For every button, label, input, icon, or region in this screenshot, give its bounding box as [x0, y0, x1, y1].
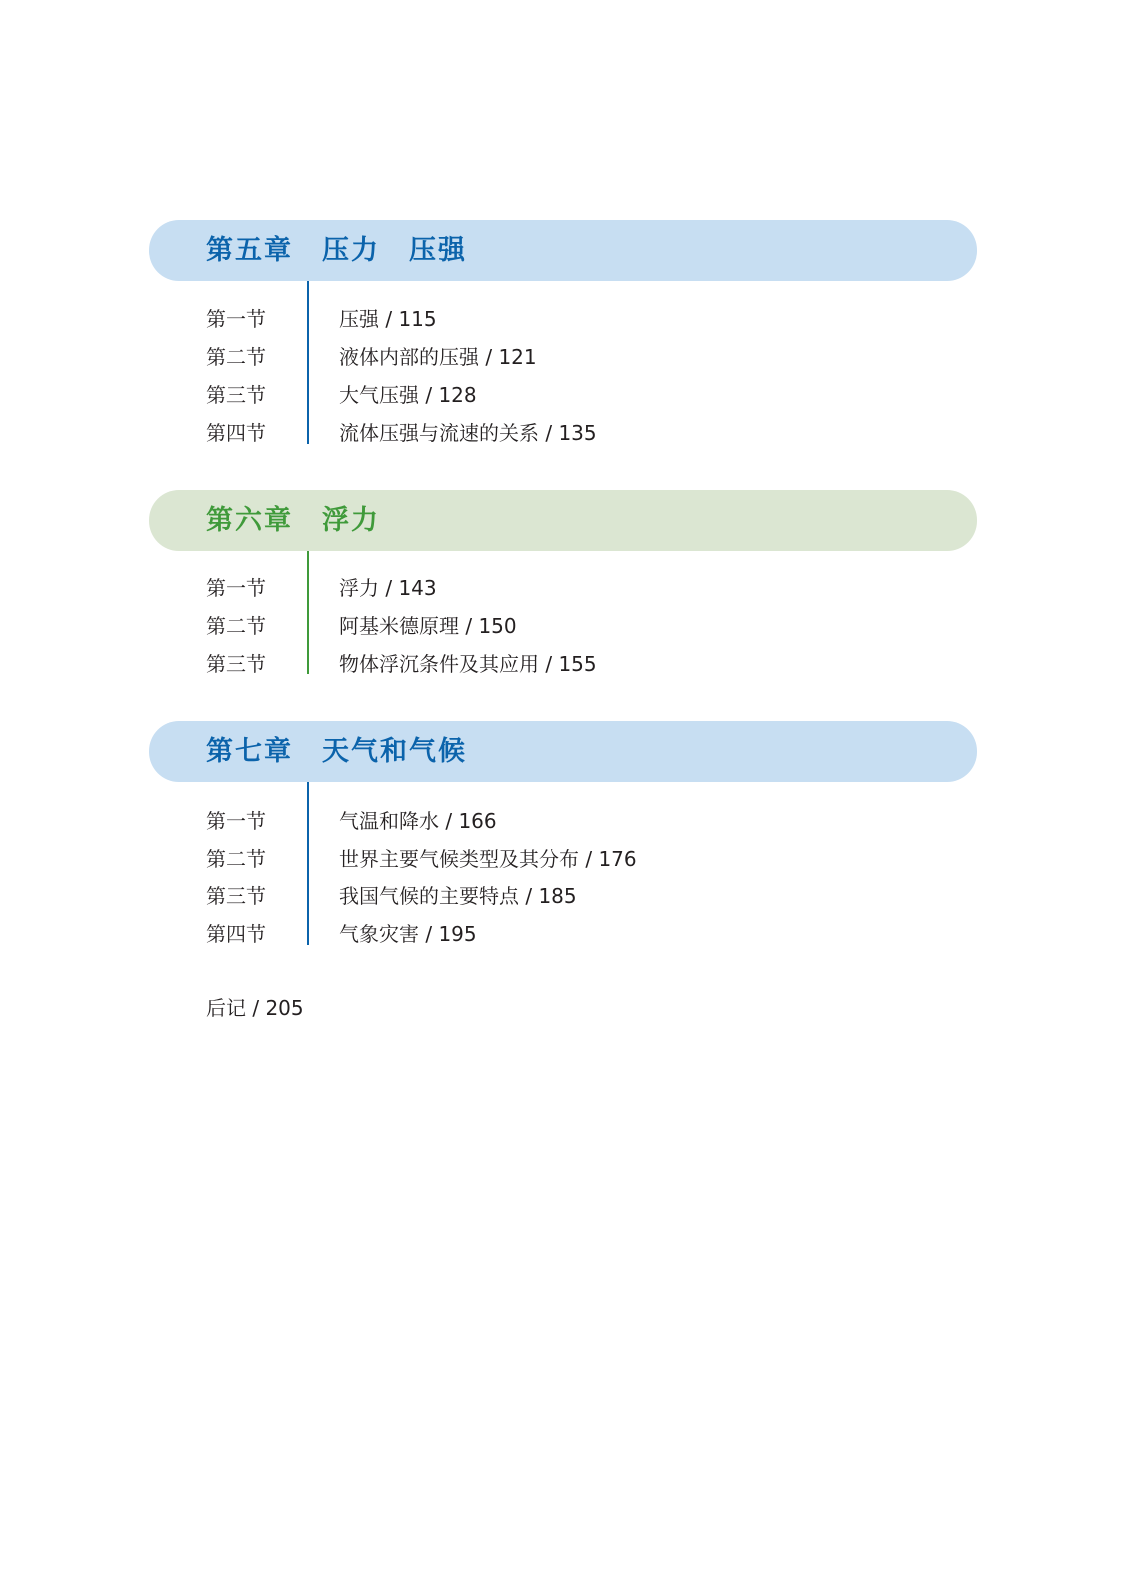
section-title: 浮力 / 143	[339, 576, 437, 600]
section-title: 世界主要气候类型及其分布 / 176	[339, 847, 637, 871]
section-entry[interactable]	[149, 384, 977, 422]
section-title: 气象灾害 / 195	[339, 922, 477, 946]
section-title: 气温和降水 / 166	[339, 809, 497, 833]
section-number: 第四节	[206, 421, 266, 445]
section-number: 第一节	[206, 576, 266, 600]
section-list	[149, 281, 977, 444]
section-entry[interactable]	[149, 308, 977, 346]
section-entry[interactable]	[149, 615, 977, 653]
section-title: 阿基米德原理 / 150	[339, 614, 517, 638]
chapter-banner	[149, 721, 977, 782]
section-entry[interactable]	[149, 885, 977, 923]
section-number: 第四节	[206, 922, 266, 946]
chapter-title: 第七章 天气和气候	[206, 736, 467, 767]
section-list	[149, 551, 977, 674]
section-number: 第二节	[206, 345, 266, 369]
section-number: 第一节	[206, 809, 266, 833]
chapter-5	[149, 220, 977, 444]
section-title: 压强 / 115	[339, 307, 437, 331]
section-entry[interactable]	[149, 577, 977, 615]
section-number: 第三节	[206, 383, 266, 407]
section-entry[interactable]	[149, 653, 977, 691]
section-number: 第三节	[206, 884, 266, 908]
section-list	[149, 782, 977, 945]
section-entry[interactable]	[149, 422, 977, 460]
section-number: 第一节	[206, 307, 266, 331]
chapter-banner	[149, 220, 977, 281]
chapter-title: 第五章 压力 压强	[206, 235, 467, 266]
afterword-entry[interactable]: 后记 / 205	[206, 996, 304, 1020]
section-entry[interactable]	[149, 810, 977, 848]
section-number: 第二节	[206, 847, 266, 871]
chapter-title: 第六章 浮力	[206, 505, 380, 536]
section-title: 液体内部的压强 / 121	[339, 345, 537, 369]
section-number: 第二节	[206, 614, 266, 638]
section-title: 大气压强 / 128	[339, 383, 477, 407]
section-title: 流体压强与流速的关系 / 135	[339, 421, 597, 445]
chapter-banner	[149, 490, 977, 551]
section-title: 物体浮沉条件及其应用 / 155	[339, 652, 597, 676]
chapter-7	[149, 721, 977, 945]
section-entry[interactable]	[149, 923, 977, 961]
section-number: 第三节	[206, 652, 266, 676]
section-entry[interactable]	[149, 346, 977, 384]
chapter-6	[149, 490, 977, 674]
section-title: 我国气候的主要特点 / 185	[339, 884, 577, 908]
section-entry[interactable]	[149, 848, 977, 886]
